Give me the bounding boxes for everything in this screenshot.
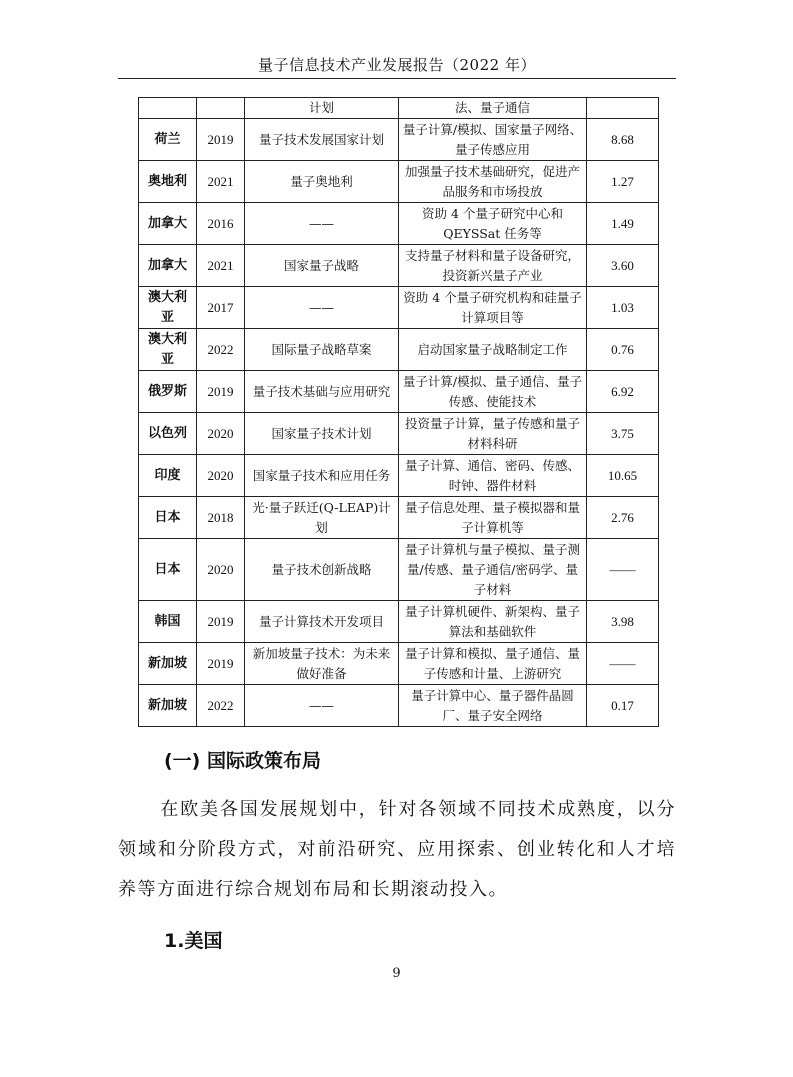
table-cell-content: 量子计算/模拟、量子通信、量子传感、使能技术: [399, 371, 587, 413]
table-cell-plan: ——: [245, 203, 399, 245]
table-cell-plan: ——: [245, 685, 399, 727]
policy-table: [138, 97, 659, 727]
table-cell-content: 量子计算中心、量子器件晶圆厂、量子安全网络: [399, 685, 587, 727]
table-row: [139, 601, 659, 643]
table-cell-year: 2019: [197, 643, 245, 685]
table-cell-amount: 1.03: [587, 287, 659, 329]
table-cell-plan: 量子技术基础与应用研究: [245, 371, 399, 413]
table-cell-content: 启动国家量子战略制定工作: [399, 329, 587, 371]
table-cell-content: 量子计算机硬件、新架构、量子算法和基础软件: [399, 601, 587, 643]
table-cell-amount: 1.49: [587, 203, 659, 245]
table-cell-year: [197, 98, 245, 119]
body-paragraph-text: 在欧美各国发展规划中，针对各领域不同技术成熟度，以分领域和分阶段方式，对前沿研究、应用探索、创业转化和人才培养等方面进行综合规划布局和长期滚动投入。: [118, 799, 676, 900]
table-cell-amount: 8.68: [587, 119, 659, 161]
table-cell-content: 量子计算和模拟、量子通信、量子传感和计量、上游研究: [399, 643, 587, 685]
table-cell-amount: 0.17: [587, 685, 659, 727]
table-cell-content: 法、量子通信: [399, 98, 587, 119]
table-cell-content: 资助 4 个量子研究机构和硅量子计算项目等: [399, 287, 587, 329]
body-paragraph: [118, 790, 676, 910]
table-cell-country: 荷兰: [139, 119, 197, 161]
table-row: [139, 371, 659, 413]
table-cell-amount: [587, 98, 659, 119]
table-cell-plan: 计划: [245, 98, 399, 119]
table-cell-country: 澳大利亚: [139, 329, 197, 371]
table-cell-amount: 3.98: [587, 601, 659, 643]
table-cell-year: 2019: [197, 601, 245, 643]
table-cell-amount: 10.65: [587, 455, 659, 497]
table-cell-country: 日本: [139, 539, 197, 601]
table-cell-year: 2016: [197, 203, 245, 245]
table-cell-year: 2020: [197, 539, 245, 601]
table-cell-year: 2019: [197, 119, 245, 161]
table-cell-plan: 国际量子战略草案: [245, 329, 399, 371]
table-row: [139, 203, 659, 245]
table-row: [139, 98, 659, 119]
table-cell-amount: 2.76: [587, 497, 659, 539]
policy-table-body: [139, 98, 659, 727]
table-cell-year: 2018: [197, 497, 245, 539]
table-cell-plan: 量子计算技术开发项目: [245, 601, 399, 643]
table-cell-content: 支持量子材料和量子设备研究，投资新兴量子产业: [399, 245, 587, 287]
table-cell-content: 量子计算、通信、密码、传感、时钟、器件材料: [399, 455, 587, 497]
table-cell-amount: 3.75: [587, 413, 659, 455]
table-cell-plan: 量子技术创新战略: [245, 539, 399, 601]
table-row: [139, 413, 659, 455]
table-row: [139, 245, 659, 287]
section-heading: (一) 国际政策布局: [164, 750, 321, 772]
table-cell-country: 新加坡: [139, 643, 197, 685]
table-cell-amount: 0.76: [587, 329, 659, 371]
page-number: 9: [392, 966, 401, 981]
table-cell-country: 韩国: [139, 601, 197, 643]
table-row: [139, 497, 659, 539]
table-row: [139, 287, 659, 329]
table-row: [139, 161, 659, 203]
table-row: [139, 329, 659, 371]
table-row: [139, 685, 659, 727]
table-cell-amount: ——: [587, 643, 659, 685]
page-header-title: 量子信息技术产业发展报告（2022 年）: [258, 56, 536, 74]
table-cell-country: 奥地利: [139, 161, 197, 203]
table-cell-plan: 国家量子技术计划: [245, 413, 399, 455]
table-row: [139, 119, 659, 161]
table-cell-year: 2021: [197, 161, 245, 203]
table-cell-amount: 3.60: [587, 245, 659, 287]
table-cell-content: 资助 4 个量子研究中心和 QEYSSat 任务等: [399, 203, 587, 245]
table-cell-plan: 量子技术发展国家计划: [245, 119, 399, 161]
table-cell-country: 新加坡: [139, 685, 197, 727]
table-cell-plan: ——: [245, 287, 399, 329]
table-cell-country: 印度: [139, 455, 197, 497]
table-cell-year: 2022: [197, 329, 245, 371]
table-cell-content: 量子计算机与量子模拟、量子测量/传感、量子通信/密码学、量子材料: [399, 539, 587, 601]
table-cell-country: 澳大利亚: [139, 287, 197, 329]
table-cell-country: [139, 98, 197, 119]
subsection-heading: 1.美国: [164, 930, 223, 952]
table-cell-year: 2020: [197, 413, 245, 455]
table-cell-content: 加强量子技术基础研究，促进产品服务和市场投放: [399, 161, 587, 203]
table-cell-country: 日本: [139, 497, 197, 539]
table-cell-plan: 光·量子跃迁(Q-LEAP)计划: [245, 497, 399, 539]
table-cell-country: 以色列: [139, 413, 197, 455]
header-divider: [118, 78, 676, 79]
table-cell-amount: ——: [587, 539, 659, 601]
table-cell-plan: 量子奥地利: [245, 161, 399, 203]
table-cell-content: 量子计算/模拟、国家量子网络、量子传感应用: [399, 119, 587, 161]
table-row: [139, 539, 659, 601]
table-cell-year: 2021: [197, 245, 245, 287]
table-cell-amount: 1.27: [587, 161, 659, 203]
table-cell-year: 2020: [197, 455, 245, 497]
table-cell-country: 俄罗斯: [139, 371, 197, 413]
table-row: [139, 455, 659, 497]
table-cell-year: 2019: [197, 371, 245, 413]
table-cell-plan: 国家量子技术和应用任务: [245, 455, 399, 497]
table-cell-plan: 新加坡量子技术：为未来做好准备: [245, 643, 399, 685]
table-cell-content: 投资量子计算，量子传感和量子材料科研: [399, 413, 587, 455]
table-row: [139, 643, 659, 685]
table-cell-content: 量子信息处理、量子模拟器和量子计算机等: [399, 497, 587, 539]
table-cell-country: 加拿大: [139, 203, 197, 245]
table-cell-year: 2022: [197, 685, 245, 727]
table-cell-plan: 国家量子战略: [245, 245, 399, 287]
table-cell-year: 2017: [197, 287, 245, 329]
table-cell-country: 加拿大: [139, 245, 197, 287]
table-cell-amount: 6.92: [587, 371, 659, 413]
